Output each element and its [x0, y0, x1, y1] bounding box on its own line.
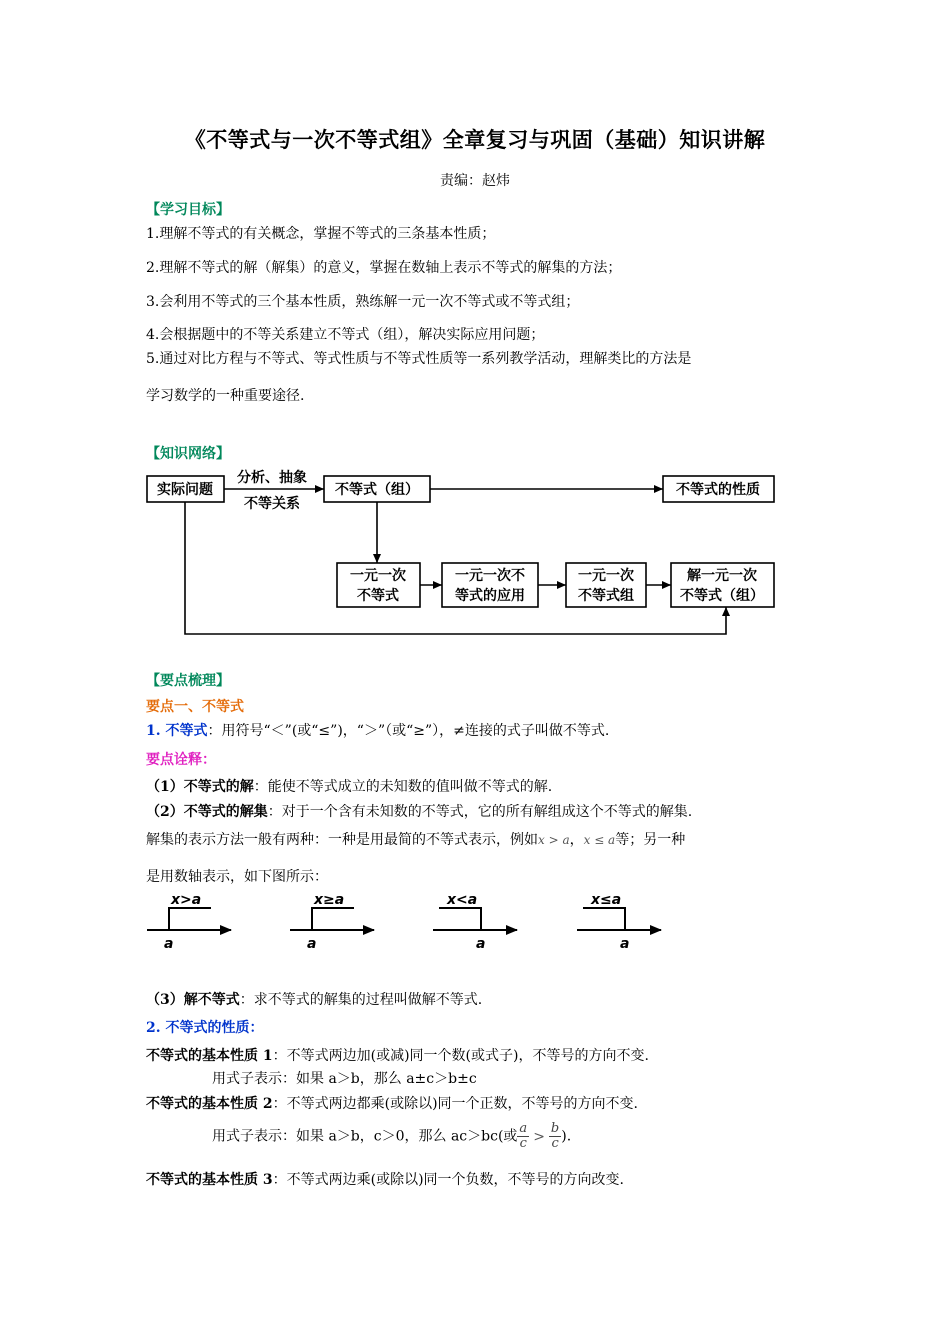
property-2-formula	[212, 1122, 571, 1151]
goal-item: 4.会根据题中的不等关系建立不等式（组），解决实际应用问题；	[146, 327, 545, 343]
property-1-formula: 用式子表示：如果 a＞b，那么 a±c＞b±c	[212, 1071, 477, 1087]
solution-line	[146, 777, 552, 797]
property-2-label: 不等式的基本性质 2	[146, 1096, 273, 1112]
knowledge-network-diagram	[140, 462, 800, 642]
number-line-point: a	[307, 936, 317, 952]
page-title: 《不等式与一次不等式组》全章复习与巩固（基础）知识讲解	[184, 128, 766, 152]
box-inequality-label: 不等式（组）	[335, 482, 419, 498]
goal-item: 学习数学的一种重要途径.	[146, 388, 305, 404]
solution-set-bracket	[439, 908, 481, 930]
point1-title: 要点一、不等式	[146, 699, 244, 715]
box-solve-label: 不等式（组）	[680, 588, 764, 604]
property-3	[146, 1170, 624, 1190]
representation-text-b: 等；另一种	[615, 832, 686, 848]
solve-text: ：求不等式的解集的过程叫做解不等式.	[239, 992, 483, 1008]
example-separator: ，	[569, 832, 584, 848]
property-1-text: ：不等式两边加(或减)同一个数(或式子)，不等号的方向不变.	[272, 1048, 649, 1064]
box-practical-label: 实际问题	[157, 482, 213, 498]
greater-than-sign: >	[533, 1128, 545, 1145]
property-3-text: ：不等式两边乘(或除以)同一个负数，不等号的方向改变.	[272, 1172, 624, 1188]
properties-title: 2. 不等式的性质：	[146, 1020, 264, 1036]
box-linear-label: 不等式	[357, 588, 399, 604]
number-line-label: x>a	[171, 892, 202, 908]
number-line-figures	[140, 890, 680, 952]
arrow-label-analysis: 分析、抽象	[237, 470, 307, 486]
solve-line	[146, 990, 482, 1010]
box-application-label: 等式的应用	[455, 588, 525, 604]
solution-set-bracket	[169, 908, 211, 930]
representation-text: 解集的表示方法一般有两种：一种是用最简的不等式表示，例如	[146, 832, 538, 848]
solution-set-text: ：对于一个含有未知数的不等式，它的所有解组成这个不等式的解集.	[267, 804, 693, 820]
network-heading: 【知识网络】	[146, 446, 230, 462]
definition-label: 1. 不等式	[146, 723, 208, 739]
property-2	[146, 1094, 638, 1114]
goal-item: 1.理解不等式的有关概念，掌握不等式的三条基本性质；	[146, 226, 496, 242]
property-2-text: ：不等式两边都乘(或除以)同一个正数，不等号的方向不变.	[272, 1096, 638, 1112]
solution-set-label: （2）不等式的解集	[146, 804, 268, 820]
keypoints-heading: 【要点梳理】	[146, 673, 230, 689]
property-1	[146, 1046, 649, 1066]
property-2-formula-end: ).	[561, 1128, 572, 1145]
note-label: 要点诠释：	[146, 752, 216, 768]
number-line-point: a	[164, 936, 174, 952]
fraction-b-over-c: $\frac{b}{c}$	[550, 1121, 560, 1151]
representation-line	[146, 830, 685, 850]
example-gt: x > a	[538, 833, 570, 847]
box-solve-label: 解一元一次	[687, 568, 757, 584]
box-group-label: 不等式组	[578, 588, 634, 604]
author-line: 责编：赵炜	[440, 173, 510, 189]
fraction-a-over-c: $\frac{a}{c}$	[519, 1121, 528, 1151]
box-properties-label: 不等式的性质	[676, 482, 760, 498]
example-le: x ≤ a	[583, 833, 616, 847]
property-2-formula-text: 用式子表示：如果 a＞b，c＞0，那么 ac＞bc(或	[212, 1128, 518, 1145]
solution-set-bracket	[312, 908, 354, 930]
box-group-label: 一元一次	[578, 568, 634, 584]
solve-label: （3）解不等式	[146, 992, 240, 1008]
goals-heading: 【学习目标】	[146, 202, 230, 218]
definition-text: ：用符号“＜”(或“≤”)，“＞”（或“≥”），≠连接的式子叫做不等式.	[207, 723, 610, 739]
solution-set-bracket	[583, 908, 625, 930]
goal-item: 5.通过对比方程与不等式、等式性质与不等式性质等一系列教学活动，理解类比的方法是	[146, 351, 692, 367]
solution-text: ：能使不等式成立的未知数的值叫做不等式的解.	[253, 779, 553, 795]
number-line-point: a	[620, 936, 630, 952]
number-line-label: x≤a	[591, 892, 622, 908]
number-line-point: a	[476, 936, 486, 952]
box-linear-label: 一元一次	[350, 568, 406, 584]
property-1-label: 不等式的基本性质 1	[146, 1048, 273, 1064]
definition-line	[146, 721, 609, 741]
number-line-label: x<a	[447, 892, 478, 908]
box-application-label: 一元一次不	[455, 568, 525, 584]
property-3-label: 不等式的基本性质 3	[146, 1172, 273, 1188]
representation-line-2: 是用数轴表示，如下图所示：	[146, 869, 328, 885]
number-line-label: x≥a	[314, 892, 345, 908]
solution-label: （1）不等式的解	[146, 779, 254, 795]
solution-set-line	[146, 802, 692, 822]
arrow-label-relation: 不等关系	[244, 496, 300, 512]
goal-item: 2.理解不等式的解（解集）的意义，掌握在数轴上表示不等式的解集的方法；	[146, 260, 622, 276]
goal-item: 3.会利用不等式的三个基本性质，熟练解一元一次不等式或不等式组；	[146, 294, 580, 310]
